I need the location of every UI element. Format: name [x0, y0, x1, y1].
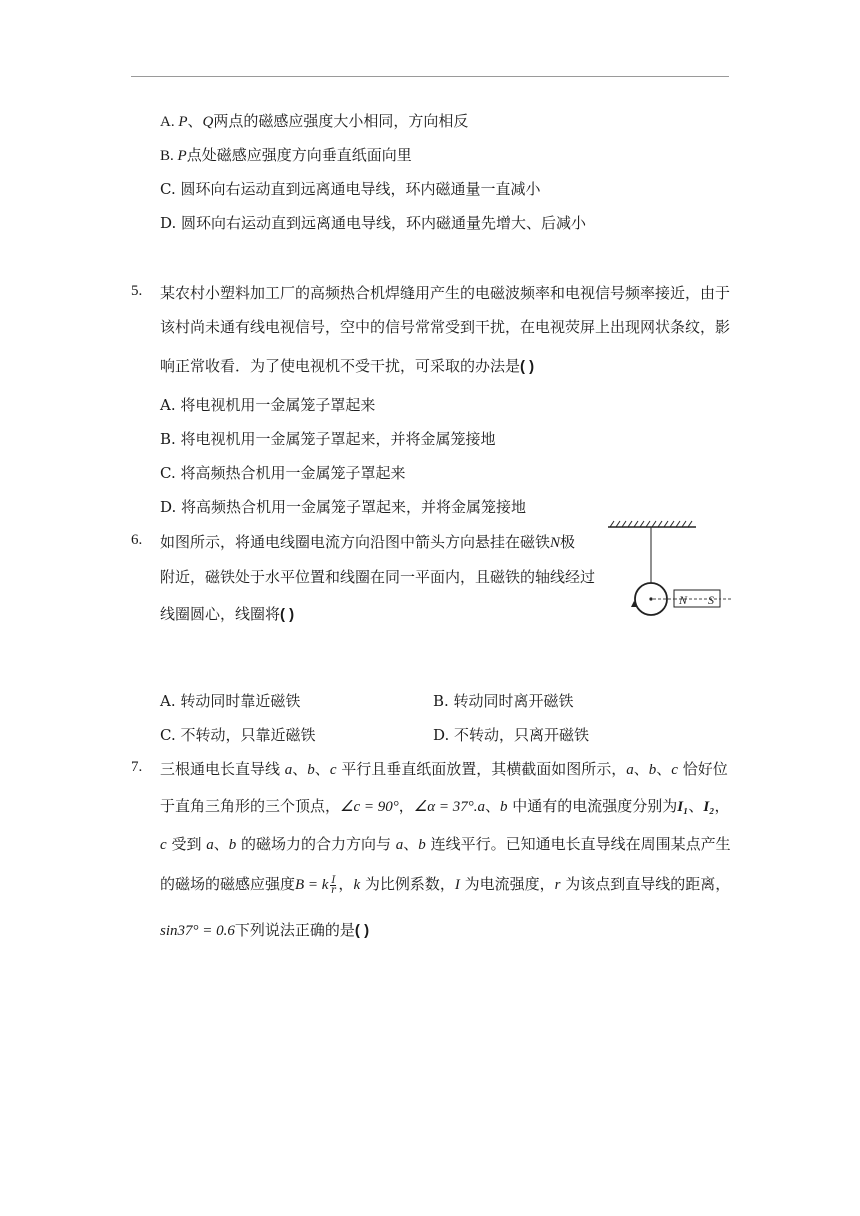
q5-number: 5. — [131, 283, 143, 299]
q4-option-b: B. P点处磁感应强度方向垂直纸面向里 — [160, 146, 412, 164]
q6-stem-line2: 附近，磁铁处于水平位置和线圈在同一平面内，且磁铁的轴线经过 — [160, 568, 596, 586]
angle-c-expression: ∠c = 90° — [340, 799, 399, 815]
q5-option-d: D. 将高频热合机用一金属笼子罩起来，并将金属笼接地 — [160, 498, 527, 516]
current-i2: I₂ — [703, 799, 715, 815]
magnet-n-label: N — [679, 593, 688, 607]
sin-value: sin37° = 0.6 — [160, 923, 235, 939]
q4-option-a: A. P、Q两点的磁感应强度大小相同，方向相反 — [160, 112, 469, 130]
q5-stem-line2: 该村尚未通有线电视信号，空中的信号常常受到干扰，在电视荧屏上出现网状条纹，影 — [160, 318, 731, 336]
q7-stem-line5: sin37° = 0.6下列说法正确的是( ) — [160, 921, 370, 939]
q7-stem-line2: 于直角三角形的三个顶点，∠c = 90°，∠α = 37°.a、b 中通有的电流强度分别为I₁、I₂， — [160, 797, 730, 815]
q7-stem-line1: 三根通电长直导线 a、b、c 平行且垂直纸面放置，其横截面如图所示，a、b、c 恰好位 — [160, 760, 728, 778]
q5-stem-line1: 某农村小塑料加工厂的高频热合机焊缝用产生的电磁波频率和电视信号频率接近，由于 — [160, 284, 731, 302]
q5-option-b: B. 将电视机用一金属笼子罩起来，并将金属笼接地 — [160, 430, 496, 448]
angle-alpha-expression: ∠α = 37°. — [413, 799, 478, 815]
q5-option-c: C. 将高频热合机用一金属笼子罩起来 — [160, 464, 406, 482]
q6-stem-line3: 线圈圆心，线圈将( ) — [160, 605, 295, 623]
q6-option-a: A. 转动同时靠近磁铁 — [160, 692, 301, 710]
q5-answer-blank: ( ) — [520, 358, 535, 375]
magnet-s-label: S — [708, 593, 714, 607]
q6-answer-blank: ( ) — [280, 606, 295, 623]
q4-option-d: D. 圆环向右运动直到远离通电导线，环内磁通量先增大、后减小 — [160, 214, 587, 232]
q7-answer-blank: ( ) — [354, 922, 370, 939]
q7-stem-line3: c 受到 a、b 的磁场力的合力方向与 a、b 连线平行。已知通电长直导线在周围某点产生 — [160, 835, 731, 853]
field-formula: B = k — [295, 877, 329, 893]
current-i1: I₁ — [677, 799, 689, 815]
q7-stem-line4: 的磁场的磁感应强度B = k $\frac{I}{r}$ ，k 为比例系数，I 为电流强度，r 为该点到直导线的距离， — [160, 874, 731, 896]
q6-option-d: D. 不转动，只离开磁铁 — [433, 726, 590, 744]
q6-option-c: C. 不转动，只靠近磁铁 — [160, 726, 316, 744]
formula-fraction: $\frac{I}{r}$ — [331, 874, 336, 896]
q7-number: 7. — [131, 759, 143, 775]
ceiling-hatching — [610, 521, 692, 527]
coil-center — [649, 597, 652, 600]
q5-option-a: A. 将电视机用一金属笼子罩起来 — [160, 396, 376, 414]
q5-stem-line3: 响正常收看．为了使电视机不受干扰，可采取的办法是( ) — [160, 357, 535, 375]
header-rule — [131, 76, 729, 77]
q6-number: 6. — [131, 532, 143, 548]
q6-figure-coil-magnet — [604, 517, 734, 617]
q4-option-c: C. 圆环向右运动直到远离通电导线，环内磁通量一直减小 — [160, 180, 541, 198]
q6-option-b: B. 转动同时离开磁铁 — [433, 692, 574, 710]
coil-magnet-diagram — [604, 517, 734, 617]
q6-stem-line1: 如图所示，将通电线圈电流方向沿图中箭头方向悬挂在磁铁N极 — [160, 533, 576, 551]
